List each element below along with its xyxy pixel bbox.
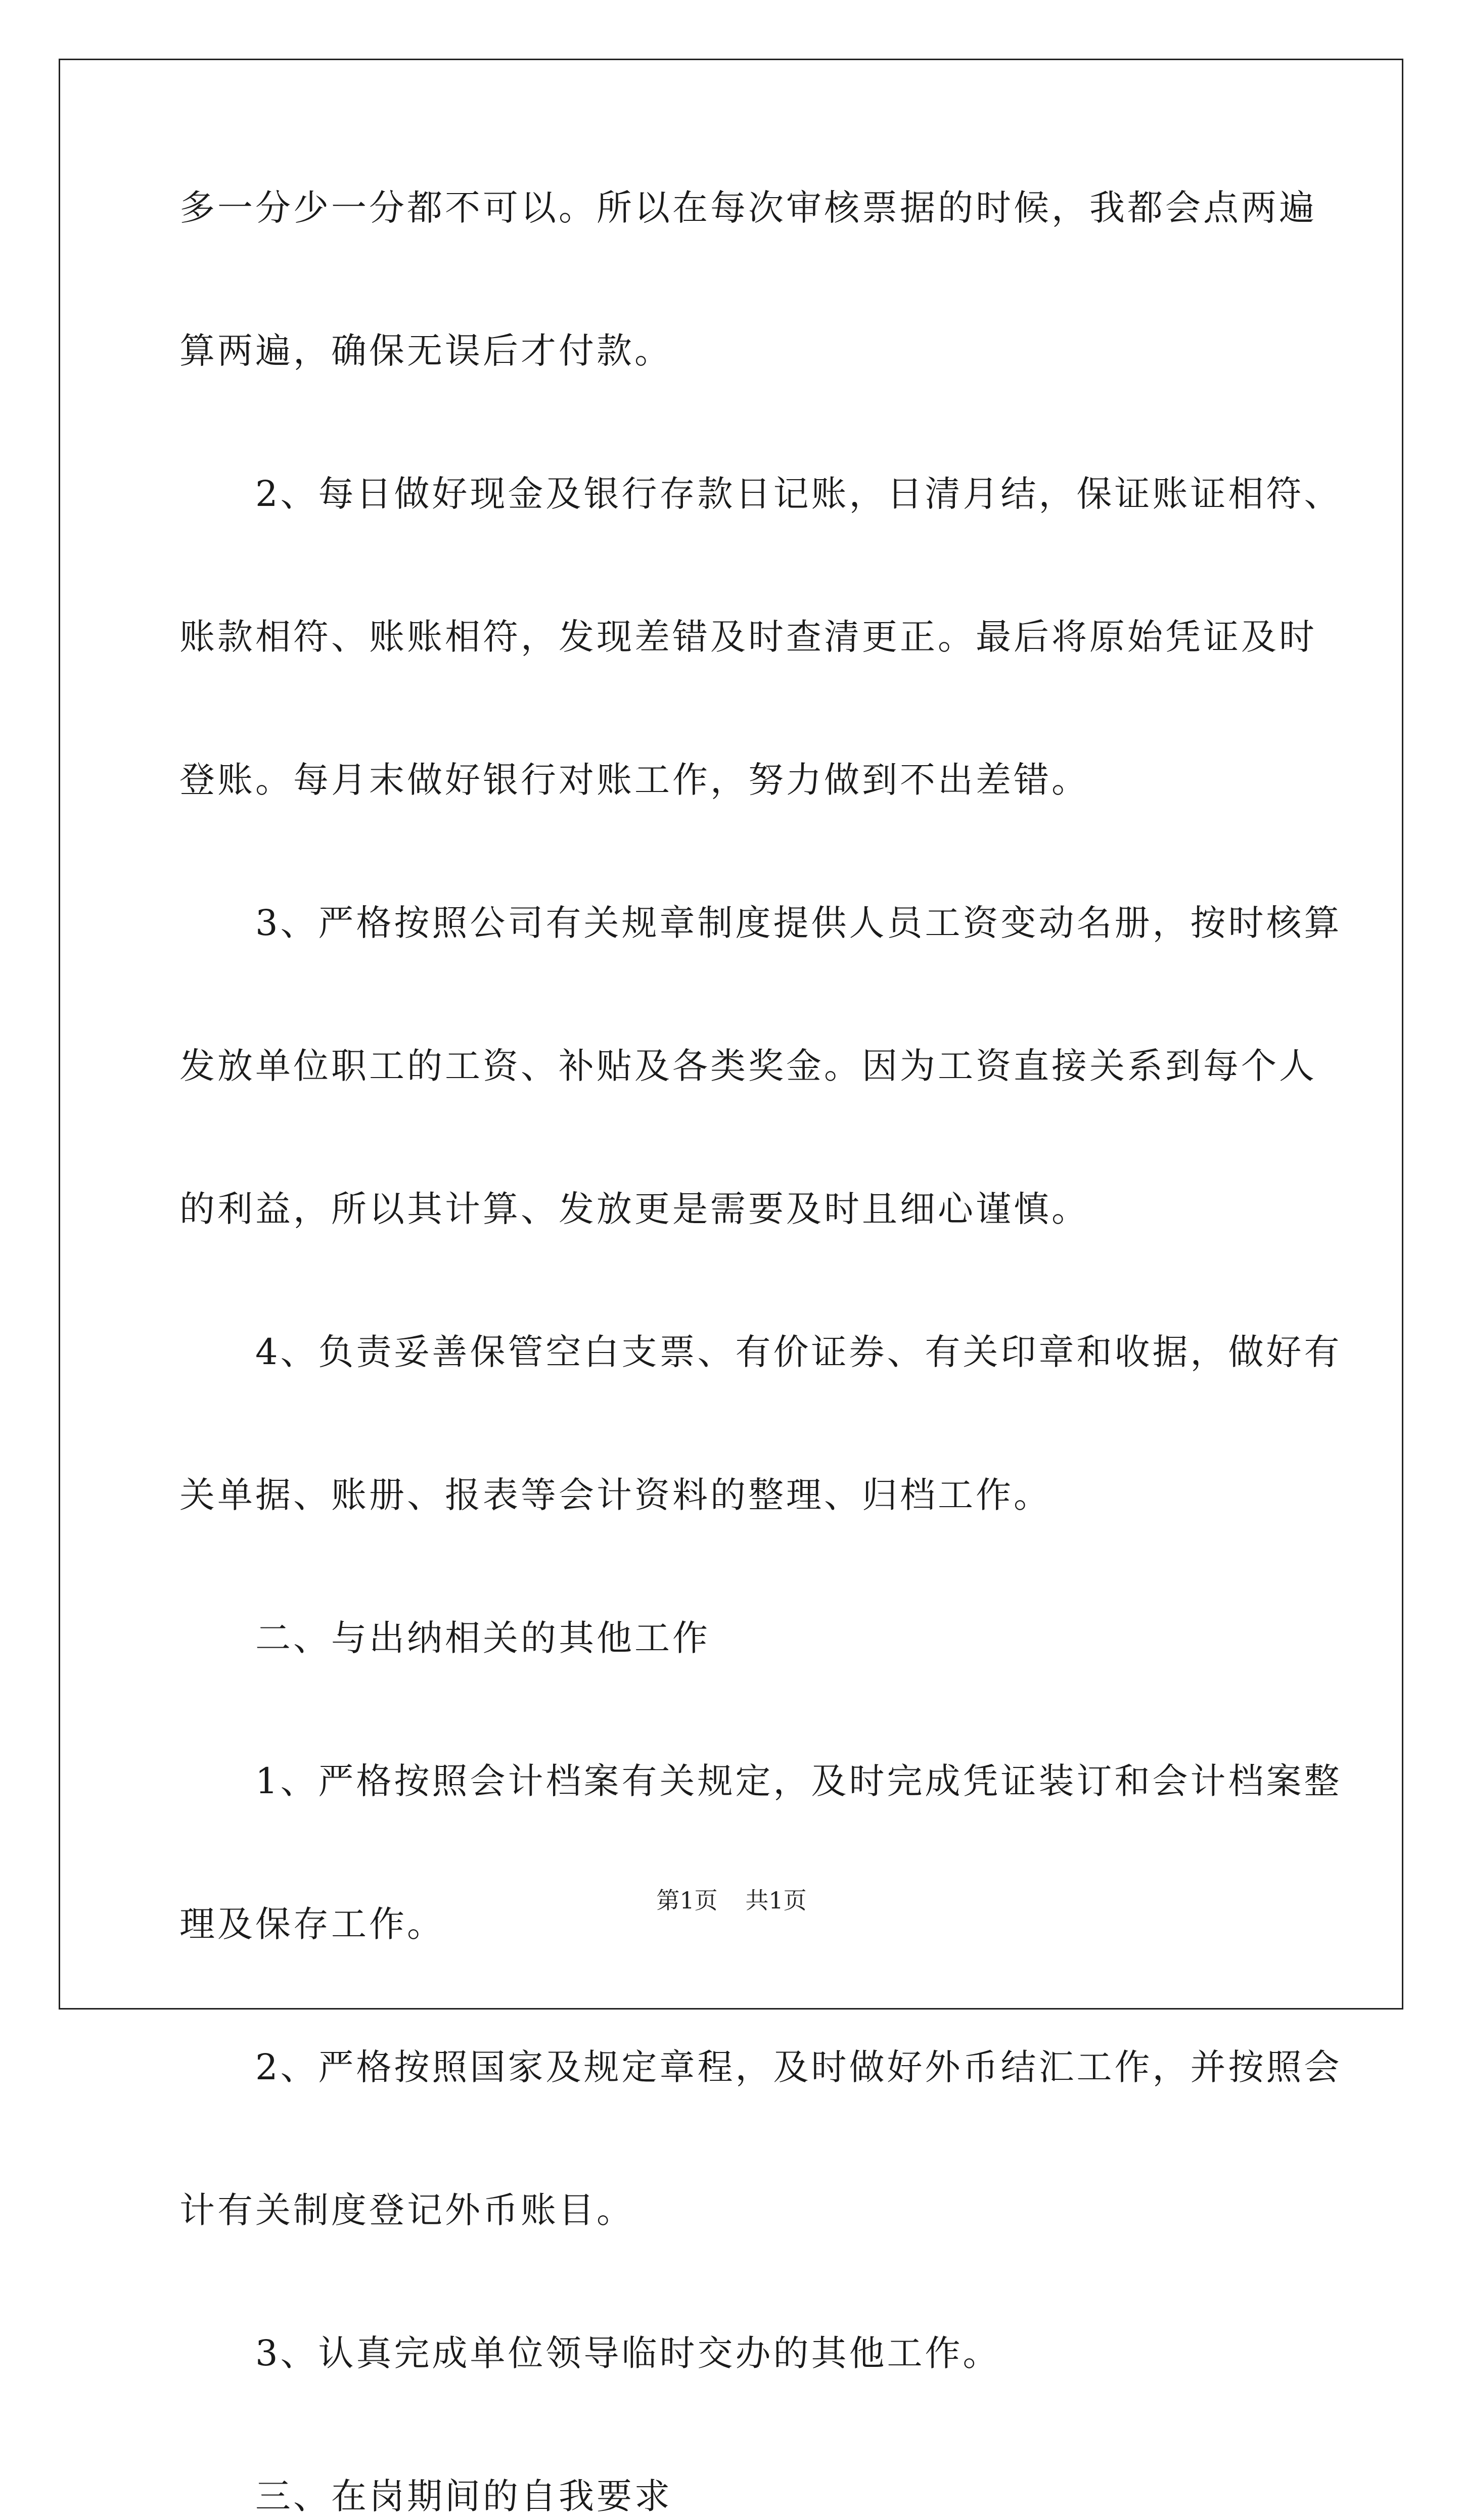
text-line: 1、严格按照会计档案有关规定，及时完成凭证装订和会计档案整 [179,1760,1342,1802]
text-line: 3、严格按照公司有关规章制度提供人员工资变动名册，按时核算 [179,902,1342,944]
text-line: 4、负责妥善保管空白支票、有价证券、有关印章和收据，做好有 [179,1331,1342,1373]
text-line: 2、严格按照国家及规定章程，及时做好外币结汇工作，并按照会 [179,2046,1342,2088]
text-line: 算两遍，确保无误后才付款。 [179,330,672,371]
text-line: 3、认真完成单位领导临时交办的其他工作。 [179,2332,1001,2374]
text-line: 2、每日做好现金及银行存款日记账，日清月结，保证账证相符、 [179,473,1342,515]
text-line: 的利益，所以其计算、发放更是需要及时且细心谨慎。 [179,1188,1089,1230]
section-heading: 二、与出纳相关的其他工作 [179,1617,710,1659]
page-number: 第1页 [656,1887,718,1914]
text-line: 多一分少一分都不可以。所以在每次审核票据的时候，我都会点两遍 [179,187,1317,228]
text-line: 关单据、账册、报表等会计资料的整理、归档工作。 [179,1474,1051,1516]
text-line: 账款相符、账账相符，发现差错及时查清更正。最后将原始凭证及时 [179,616,1317,658]
text-line: 理及保存工作。 [179,1903,445,1945]
text-line: 登账。每月末做好银行对账工作，努力做到不出差错。 [179,759,1089,801]
text-line: 发放单位职工的工资、补贴及各类奖金。因为工资直接关系到每个人 [179,1045,1317,1087]
page-footer [0,1882,1463,1916]
page-total: 共1页 [745,1887,807,1914]
document-body [179,184,1342,2520]
section-heading: 三、在岗期间的自我要求 [179,2476,672,2517]
text-line: 计有关制度登记外币账目。 [179,2189,634,2231]
